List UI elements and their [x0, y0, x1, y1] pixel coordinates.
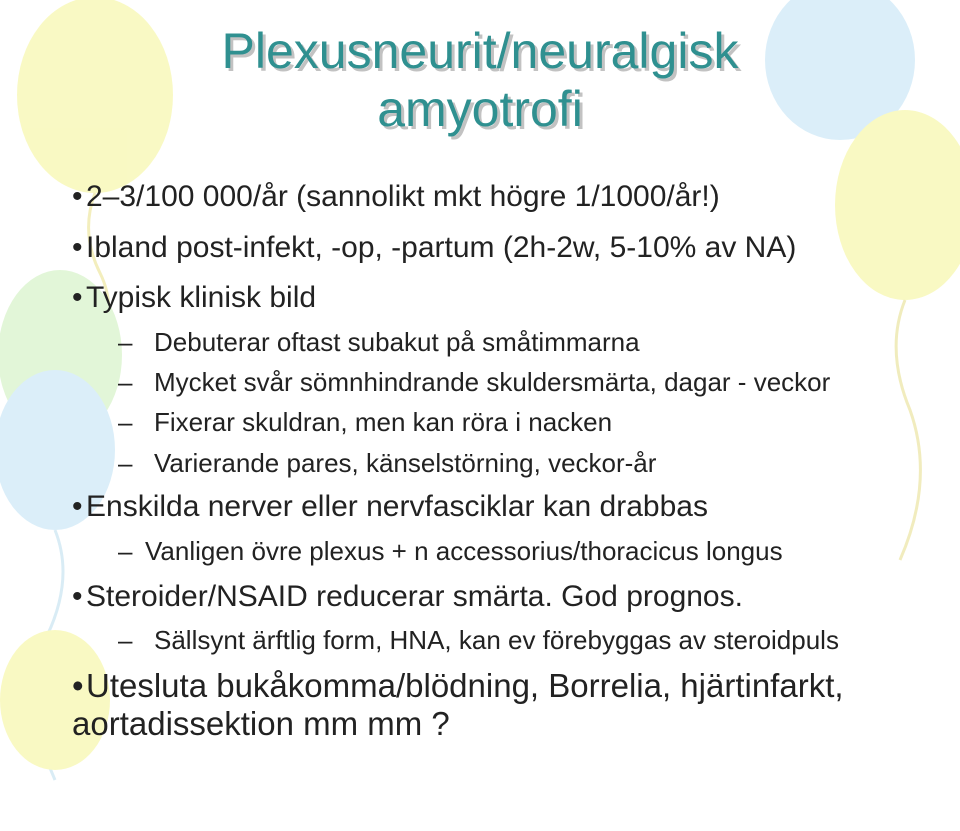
- bullet-marker: •: [72, 231, 83, 264]
- bullet-marker: •: [72, 667, 84, 704]
- bullet-text: 2–3/100 000/år (sannolikt mkt högre 1/1000/år!): [86, 180, 720, 213]
- bullet-marker: •: [72, 490, 83, 523]
- dash-marker: –: [118, 625, 133, 655]
- bullet-continuation: aortadissektion mm mm ?: [72, 705, 450, 742]
- title-line-1: Plexusneurit/neuralgisk: [221, 23, 739, 79]
- bullet-marker: •: [72, 580, 83, 613]
- sub-bullet-text: Fixerar skuldran, men kan röra i nacken: [154, 407, 613, 437]
- title-line-2: amyotrofi: [377, 81, 583, 137]
- bullet-marker: •: [72, 281, 83, 314]
- bullet-marker: •: [72, 180, 83, 213]
- sub-bullet-text: Mycket svår sömnhindrande skuldersmärta, dagar - veckor: [154, 367, 831, 397]
- sub-bullet-text: Vanligen övre plexus + n accessorius/thoracicus longus: [145, 536, 783, 566]
- bullet-text: Typisk klinisk bild: [86, 281, 317, 314]
- sub-bullet-text: Sällsynt ärftlig form, HNA, kan ev förebyggas av steroidpuls: [154, 625, 839, 655]
- dash-marker: –: [118, 448, 133, 478]
- dash-marker: –: [118, 536, 133, 566]
- bullet-text: Steroider/NSAID reducerar smärta. God prognos.: [86, 580, 743, 613]
- bullet-text: Enskilda nerver eller nervfasciklar kan drabbas: [86, 490, 708, 523]
- bullet-text: Ibland post-infekt, -op, -partum (2h-2w, 5-10% av NA): [86, 231, 797, 264]
- sub-bullet-text: Varierande pares, känselstörning, veckor-år: [154, 448, 657, 478]
- sub-bullet-text: Debuterar oftast subakut på småtimmarna: [154, 327, 640, 357]
- dash-marker: –: [118, 367, 133, 397]
- dash-marker: –: [118, 327, 133, 357]
- dash-marker: –: [118, 407, 133, 437]
- bullet-text: Utesluta bukåkomma/blödning, Borrelia, hjärtinfarkt,: [86, 667, 844, 704]
